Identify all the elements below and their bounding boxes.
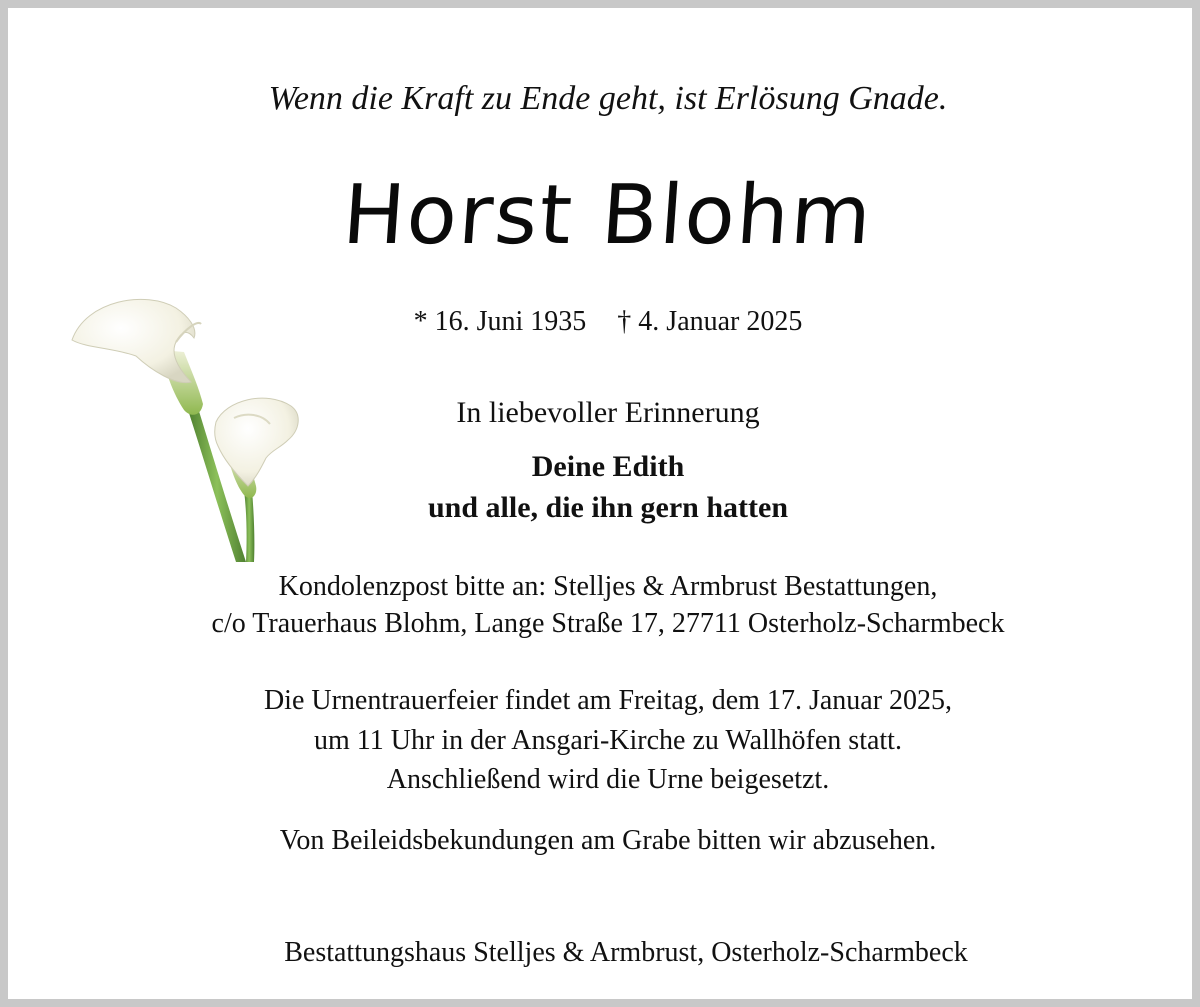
- calla-lily-icon: [66, 290, 306, 565]
- mourner-1: Deine Edith: [531, 450, 685, 483]
- service-info-3: Anschließend wird die Urne beigesetzt.: [386, 764, 830, 795]
- motto: Wenn die Kraft zu Ende geht, ist Erlösung Gnade.: [268, 80, 948, 117]
- birth-date: * 16. Juni 1935: [413, 306, 587, 337]
- deceased-name: Horst Blohm: [339, 168, 877, 263]
- service-info-1: Die Urnentrauerfeier findet am Freitag, dem 17. Januar 2025,: [263, 685, 953, 716]
- condolence-address-2: c/o Trauerhaus Blohm, Lange Straße 17, 27711 Osterholz-Scharmbeck: [211, 608, 1005, 639]
- funeral-home: Bestattungshaus Stelljes & Armbrust, Osterholz-Scharmbeck: [284, 937, 968, 968]
- memory-line: In liebevoller Erinnerung: [456, 396, 760, 429]
- no-condolences-note: Von Beileidsbekundungen am Grabe bitten wir abzusehen.: [279, 825, 937, 856]
- service-info-2: um 11 Uhr in der Ansgari-Kirche zu Wallhöfen statt.: [314, 725, 902, 756]
- death-date: † 4. Januar 2025: [617, 306, 803, 337]
- mourner-2: und alle, die ihn gern hatten: [427, 491, 789, 524]
- condolence-address-1: Kondolenzpost bitte an: Stelljes & Armbrust Bestattungen,: [278, 571, 938, 602]
